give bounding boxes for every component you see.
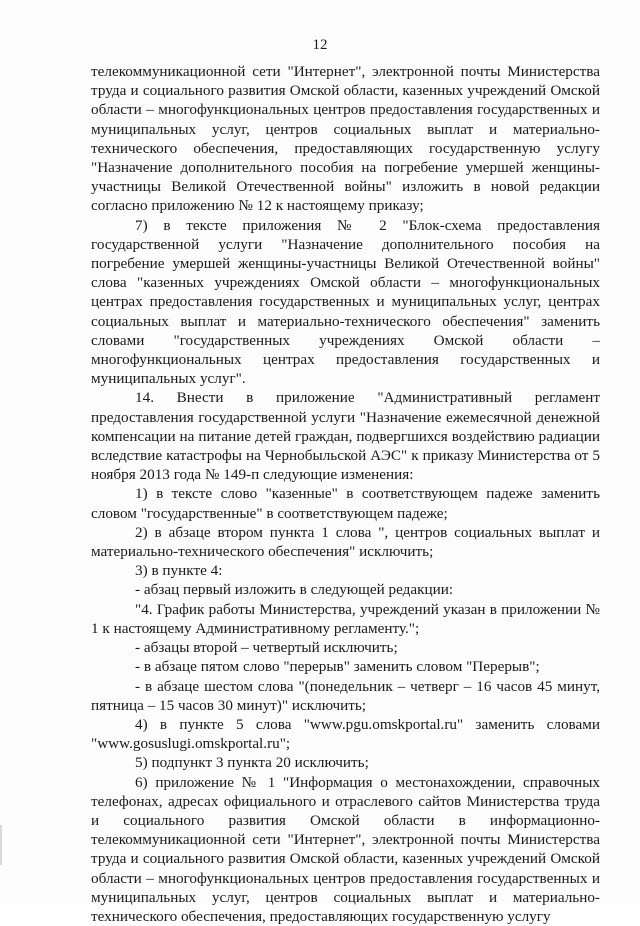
paragraph: 6) приложение № 1 "Информация о местонахождении, справочных телефонах, адресах официального и отраслевого сайтов Министерства труда и социального развития Омской области в информационно-телекоммуникационной сети "Интернет", электронной почты Министерства труда и социального развития Омской области, казенных учреждений Омской области – многофункциональных центров предоставления государственных и муниципальных услуг, центров социальных выплат и материально-технического обеспечения, предоставляющих государственную услугу (91, 773, 600, 925)
paragraph: - абзац первый изложить в следующей редакции: (135, 581, 454, 599)
paragraph: - в абзаце пятом слово "перерыв" заменить словом "Перерыв"; (135, 658, 540, 676)
paragraph: 14. Внести в приложение "Административный регламент предоставления государственной услуги "Назначение ежемесячной денежной компенсации на питание детей граждан, подвергшихся воздействию радиации вследствие катастрофы на Чернобыльской АЭС" к приказу Министерства от 5 ноября 2013 года № 149-п следующие изменения: (91, 389, 600, 484)
paragraph: 1) в тексте слово "казенные" в соответствующем падеже заменить словом "государственные" в соответствующем падеже; (91, 485, 600, 522)
paragraph: 7) в тексте приложения № 2 "Блок-схема предоставления государственной услуги "Назначение дополнительного пособия на погребение умершей женщины-участницы Великой Отечественной войны" слова "казенных учреждениях Омской области – многофункциональных центрах предоставления государственных и муниципальных услуг, центрах социальных выплат и материально-технического обеспечения" заменить словами "государственных учреждениях Омской области – многофункциональных центрах предоставления государственных и муниципальных услуг". (91, 216, 600, 388)
paragraph: - абзацы второй – четвертый исключить; (135, 639, 398, 657)
paragraph: 3) в пункте 4: (135, 562, 223, 580)
paragraph: 5) подпункт 3 пункта 20 исключить; (135, 754, 369, 772)
page-number: 12 (312, 37, 328, 53)
paragraph: 2) в абзаце втором пункта 1 слова ", центров социальных выплат и материально-технического обеспечения" исключить; (91, 523, 600, 561)
document-body (91, 62, 600, 926)
paragraph: - в абзаце шестом слова "(понедельник – четверг – 16 часов 45 минут, пятница – 15 часов 30 минут)" исключить; (91, 677, 600, 714)
paragraph: 4) в пункте 5 слова "www.pgu.omskportal.ru" заменить словами "www.gosuslugi.omskportal.ru"; (91, 715, 600, 753)
scan-edge-mark (0, 825, 2, 865)
paragraph: телекоммуникационной сети "Интернет", электронной почты Министерства труда и социального развития Омской области, казенных учреждений Омской области – многофункциональных центров предоставления государственных и муниципальных услуг, центров социальных выплат и материально-технического обеспечения, предоставляющих государственную услугу "Назначение дополнительного пособия на погребение умершей женщины-участницы Великой Отечественной войны" изложить в новой редакции согласно приложению № 12 к настоящему приказу; (91, 63, 600, 215)
paragraph: "4. График работы Министерства, учреждений указан в приложении № 1 к настоящему Административному регламенту."; (91, 600, 600, 637)
